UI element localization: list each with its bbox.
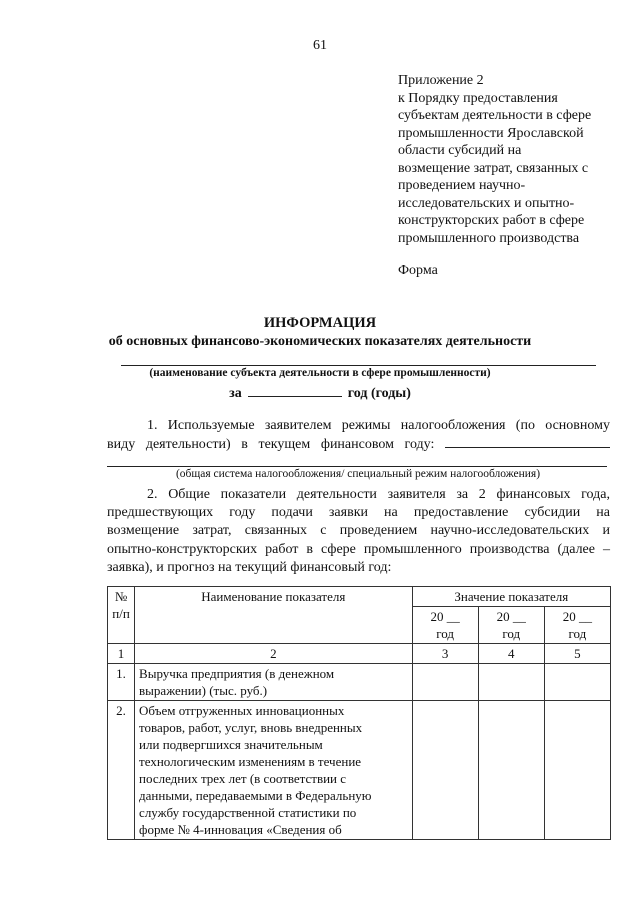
table-row xyxy=(108,664,611,701)
row-indicator-line: Объем отгруженных инновационных xyxy=(139,703,345,718)
paragraph-line: предшествующих году подачи заявки на предоставление субсидии на xyxy=(107,505,610,521)
paragraph-line: возмещение затрат, связанных с проведением научно-исследовательских и xyxy=(107,523,610,539)
paragraph-line: заявка), и прогноз на текущий финансовый год: xyxy=(107,559,392,575)
table-column-numbers-row xyxy=(108,644,611,664)
document-subtitle: об основных финансово-экономических показателях деятельности xyxy=(108,334,532,349)
appendix-line: Приложение 2 xyxy=(398,73,484,88)
header-year-line: год xyxy=(436,626,455,641)
header-year-3 xyxy=(544,607,610,644)
row-indicator-line: данными, передаваемыми в Федеральную xyxy=(139,788,372,803)
header-num xyxy=(108,587,135,644)
header-num-line: п/п xyxy=(112,606,130,621)
appendix-line: к Порядку предоставления xyxy=(398,90,558,106)
column-number: 5 xyxy=(544,644,610,664)
appendix-line: возмещение затрат, связанных с xyxy=(398,160,589,176)
row-indicator-line: товаров, работ, услуг, вновь внедренных xyxy=(139,720,363,735)
period-year-field[interactable] xyxy=(248,384,342,397)
header-year-1 xyxy=(412,607,478,644)
column-number: 4 xyxy=(478,644,544,664)
row-indicator-line: форме № 4-инновация «Сведения об xyxy=(139,822,342,837)
tax-regime-caption: (общая система налогообложения/ специальный режим налогообложения) xyxy=(175,468,541,480)
header-year-line: 20 __ xyxy=(562,609,593,624)
column-number: 2 xyxy=(135,644,413,664)
header-year-line: год xyxy=(502,626,521,641)
row-indicator-line: Выручка предприятия (в денежном xyxy=(139,666,335,681)
table-row xyxy=(108,701,611,840)
header-indicator-name: Наименование показателя xyxy=(135,587,413,644)
row-number: 1. xyxy=(108,664,135,701)
header-value-group: Значение показателя xyxy=(412,587,610,607)
row-indicator-line: технологическим изменениям в течение xyxy=(139,754,362,769)
value-cell[interactable] xyxy=(478,701,544,840)
appendix-line: проведением научно- xyxy=(398,178,526,193)
page-number: 61 xyxy=(313,38,327,53)
paragraph-tax-regime xyxy=(107,417,610,454)
paragraph-line: виду деятельности) в текущем финансовом году: xyxy=(107,437,435,452)
row-indicator-line: выражении) (тыс. руб.) xyxy=(139,683,268,698)
column-number: 1 xyxy=(108,644,135,664)
tax-regime-field[interactable] xyxy=(445,435,610,448)
header-year-line: 20 __ xyxy=(430,609,460,624)
period-prefix: за xyxy=(229,386,242,401)
appendix-line: области субсидий на xyxy=(398,143,522,158)
paragraph-line: опытно-конструкторских работ в сфере промышленного производства (далее – xyxy=(107,541,610,557)
appendix-line: промышленности Ярославской xyxy=(398,125,584,141)
appendix-line: конструкторских работ в сфере xyxy=(398,213,585,228)
period-suffix: год (годы) xyxy=(347,386,411,401)
form-label: Форма xyxy=(398,263,438,278)
appendix-line: промышленного производства xyxy=(398,230,580,246)
period-line xyxy=(0,384,640,402)
value-cell[interactable] xyxy=(544,701,610,840)
table-header-row xyxy=(108,587,611,607)
row-indicator-line: последних трех лет (в соответствии с xyxy=(139,771,347,786)
appendix-line: субъектам деятельности в сфере xyxy=(398,108,592,123)
paragraph-indicators xyxy=(107,486,610,577)
row-number: 2. xyxy=(108,701,135,840)
document-title: ИНФОРМАЦИЯ xyxy=(263,315,377,331)
appendix-line: исследовательских и опытно- xyxy=(398,195,575,211)
row-indicator-name xyxy=(135,664,413,701)
value-cell[interactable] xyxy=(412,664,478,701)
appendix-block xyxy=(398,72,613,247)
column-number: 3 xyxy=(412,644,478,664)
paragraph-line: 2. Общие показатели деятельности заявителя за 2 финансовых года, xyxy=(147,487,610,502)
value-cell[interactable] xyxy=(544,664,610,701)
entity-name-caption: (наименование субъекта деятельности в сфере промышленности) xyxy=(149,367,491,379)
paragraph-line-with-field xyxy=(107,435,610,454)
paragraph-line: 1. Используемые заявителем режимы налогообложения (по основному xyxy=(147,418,610,433)
header-year-line: год xyxy=(568,626,587,641)
header-year-line: 20 __ xyxy=(496,609,526,624)
row-indicator-name xyxy=(135,701,413,840)
row-indicator-line: службу государственной статистики по xyxy=(139,805,357,820)
tax-regime-field-continuation[interactable] xyxy=(107,466,607,467)
header-num-line: № xyxy=(114,589,128,604)
indicators-table xyxy=(107,586,611,840)
header-year-2 xyxy=(478,607,544,644)
value-cell[interactable] xyxy=(412,701,478,840)
entity-name-field[interactable] xyxy=(121,365,596,366)
row-indicator-line: или подвергшихся значительным xyxy=(139,737,323,752)
value-cell[interactable] xyxy=(478,664,544,701)
